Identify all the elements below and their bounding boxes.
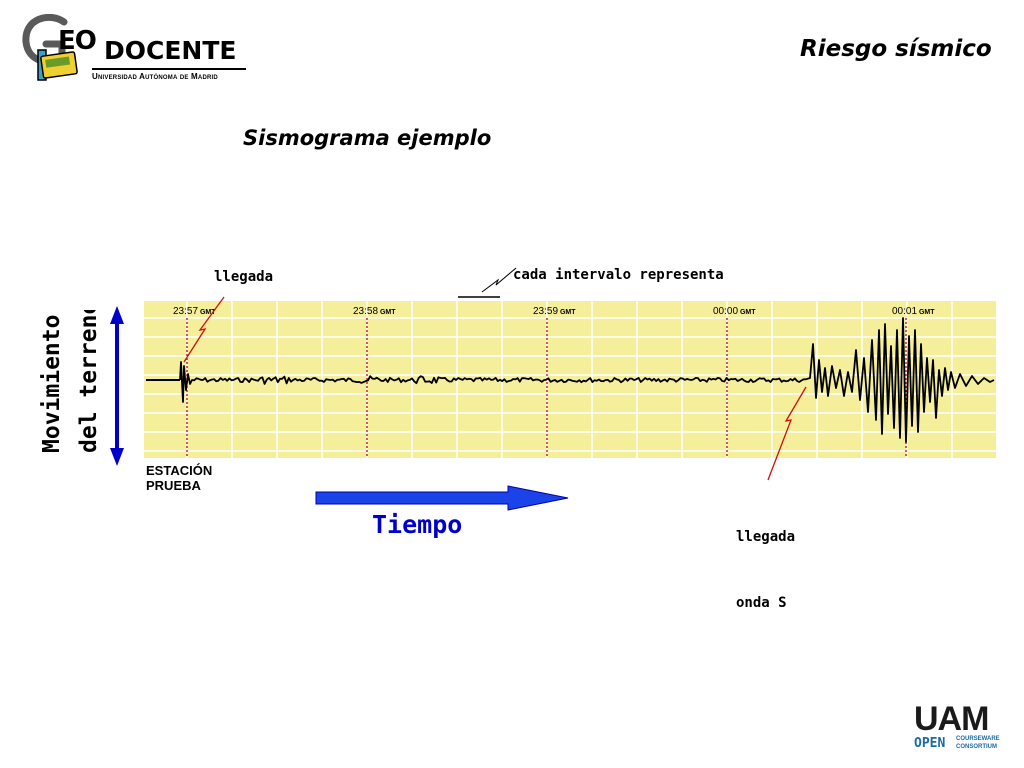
time-label: 00:01 GMT <box>892 306 935 317</box>
time-label: 00:00 GMT <box>713 306 756 317</box>
station-line-2: PRUEBA <box>146 478 201 493</box>
logo-university-text: Universidad Autónoma de Madrid <box>92 72 218 81</box>
y-label-line-1: Movimiento <box>39 314 65 453</box>
s-wave-line-1: llegada <box>736 529 796 545</box>
time-label: 23:59 GMT <box>533 306 576 317</box>
y-arrow-down-icon <box>110 448 124 466</box>
station-line-1: ESTACIÓN <box>146 463 213 478</box>
y-arrow-up-icon <box>110 306 124 324</box>
time-label: 23:57 GMT <box>173 306 216 317</box>
s-wave-line-2: onda S <box>736 595 787 611</box>
x-axis-label: Tiempo <box>372 510 463 539</box>
logo-eo-text: EO <box>58 26 96 56</box>
uam-text: UAM <box>914 700 989 738</box>
time-label: 23:58 GMT <box>353 306 396 317</box>
time-arrow-icon <box>316 486 568 510</box>
interval-pointer <box>482 268 516 292</box>
consortium-text: CONSORTIUM <box>956 744 997 750</box>
courseware-text: COURSEWARE <box>956 736 1000 742</box>
open-text: OPEN <box>914 736 946 751</box>
slide-subtitle: Sismograma ejemplo <box>243 126 492 150</box>
logo-docente-text: DOCENTE <box>104 36 237 65</box>
uam-ocw-logo-icon <box>914 700 1004 752</box>
p-wave-line-1: llegada <box>214 269 274 285</box>
interval-line-1: cada intervalo representa <box>513 267 724 283</box>
y-axis-label <box>35 310 105 460</box>
station-label <box>146 463 212 493</box>
slide-title: Riesgo sísmico <box>800 36 992 62</box>
y-label-line-2: del terreno <box>76 310 102 453</box>
